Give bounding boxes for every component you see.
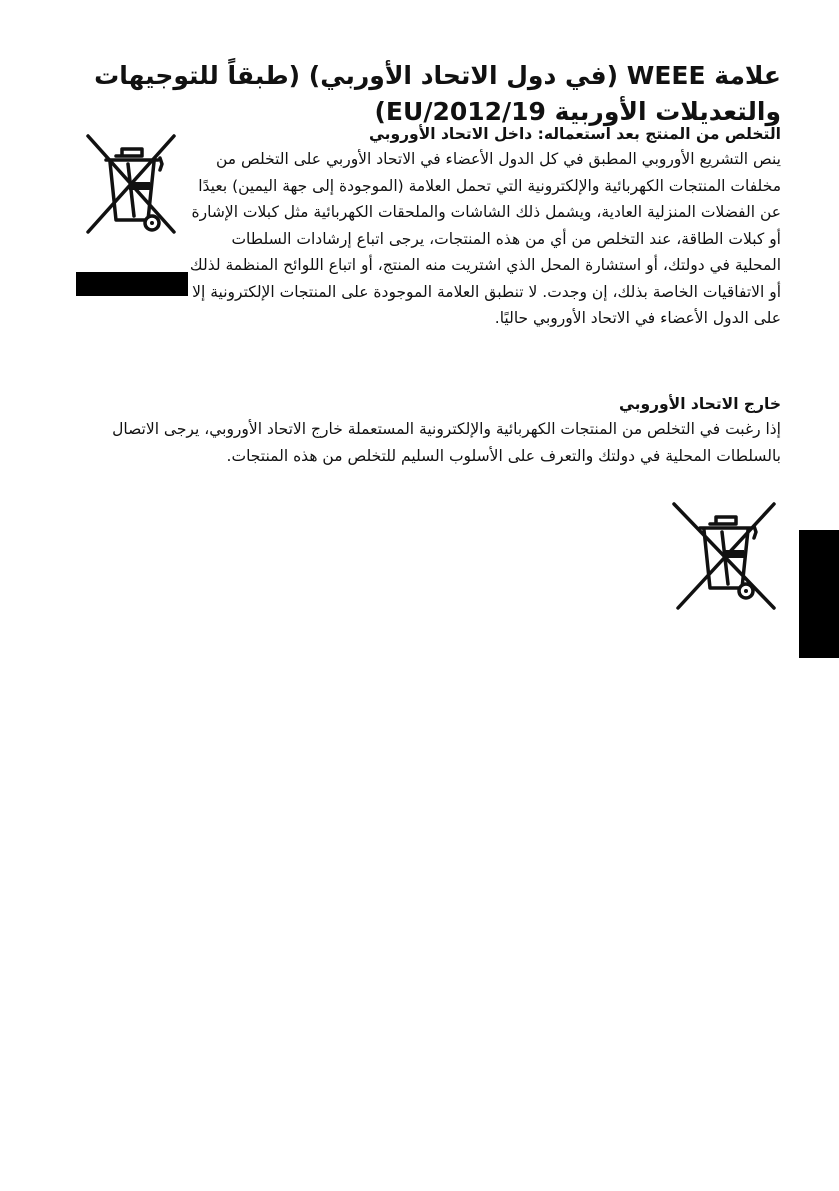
inside-eu-section bbox=[58, 122, 781, 332]
outside-eu-section bbox=[58, 392, 781, 469]
page-title: علامة WEEE (في دول الاتحاد الأوربي) (طبقاً للتوجيهات والتعديلات الأوربية 2012/19/EU) bbox=[94, 61, 781, 126]
outside-eu-paragraph: إذا رغبت في التخلص من المنتجات الكهربائية والإلكترونية المستعملة خارج الاتحاد الأوروبي، يرجى الاتصال بالسلطات المحلية في دولتك والتعرف على الأسلوب السليم للتخلص من هذه المنتجات. bbox=[112, 420, 781, 465]
outside-eu-heading: خارج الاتحاد الأوروبي bbox=[618, 395, 781, 413]
inside-eu-heading: التخلص من المنتج بعد استعماله: داخل الاتحاد الأوروبي bbox=[369, 125, 781, 143]
black-bar bbox=[76, 272, 188, 296]
weee-symbol-panel bbox=[76, 128, 188, 312]
inside-eu-paragraph: ينص التشريع الأوروبي المطبق في كل الدول الأعضاء في الاتحاد الأوربي على التخلص من مخلفات المنتجات الكهربائية والإلكترونية التي تحمل العلامة (الموجودة إلى جهة اليمين) بعيدًا عن الفضلات المنزلية العادية، ويشمل ذلك الشاشات والملحقات الكهربائية مثل كبلات الإشارة أو كبلات الطاقة، عند التخلص من أي من هذه المنتجات، يرجى اتباع إرشادات السلطات المحلية في دولتك، أو استشارة المحل الذي اشتريت منه المنتج، أو اتباع اللوائح المنظمة لذلك أو الاتفاقيات الخاصة بذلك، إن وجدت. لا تنطبق العلامة الموجودة على المنتجات الإلكترونية إلا على الدول الأعضاء في الاتحاد الأوروبي حاليًا. bbox=[189, 150, 781, 327]
language-tab bbox=[799, 530, 839, 658]
crossed-out-wheelie-bin-icon bbox=[670, 500, 782, 612]
crossed-out-wheelie-bin-icon bbox=[76, 128, 188, 240]
